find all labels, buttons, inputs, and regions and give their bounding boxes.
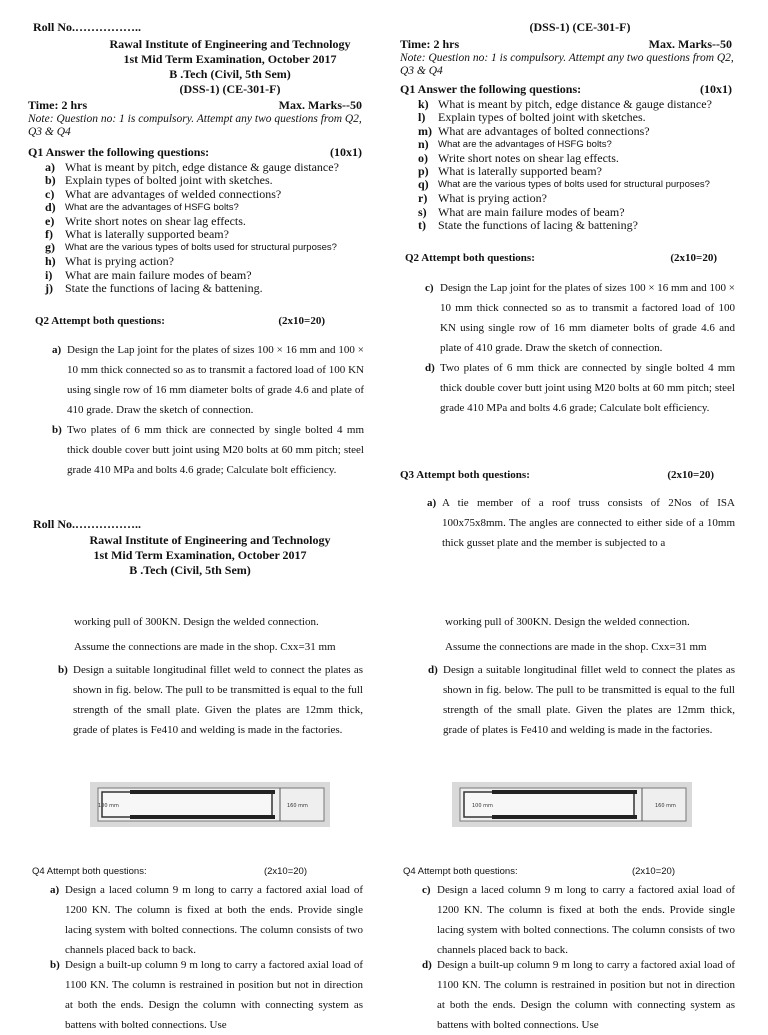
q2-title: Q2 Attempt both questions: <box>405 252 535 264</box>
q3-title: Q3 Attempt both questions: <box>400 469 530 481</box>
q1-item-marker: n) <box>418 136 429 151</box>
q1-item <box>45 282 375 296</box>
q-text: Design a laced column 9 m long to carry a factored axial load of 1200 KN. The column is fixed at both the ends. Provide single lacing system with bolted connections. The column consists of two channels placed back to back. <box>437 884 735 956</box>
q1-item-marker: m) <box>418 123 432 138</box>
q4-marks: (2x10=20) <box>263 866 307 877</box>
q-text: Design a built-up column 9 m long to carry a factored axial load of 1100 KN. The column is restrained in position but not in direction at both the ends. Design the column with connecting system as battens with bolted connections. Use <box>437 959 735 1031</box>
q1-item-marker: g) <box>45 240 55 255</box>
q1-item-text: What are the various types of bolts used for structural purposes? <box>65 242 337 254</box>
q4-c-right <box>422 880 735 960</box>
q1-item <box>45 201 375 215</box>
q-marker: b) <box>52 424 62 436</box>
q1-item-text: What are advantages of welded connections? <box>65 186 282 201</box>
q1-item-text: What is laterally supported beam? <box>438 164 602 179</box>
q1-item-marker: k) <box>418 96 429 111</box>
fig-left-dim: 100 mm <box>98 803 119 809</box>
q1-item <box>45 174 375 188</box>
q1-item <box>418 138 748 152</box>
q1-item-text: State the functions of lacing & battening? <box>438 218 638 233</box>
q1-list-right <box>418 97 748 232</box>
q-marker: a) <box>427 497 437 509</box>
q1-item-text: What is prying action? <box>438 191 547 206</box>
q1-item <box>418 205 748 219</box>
course-title-mid: B .Tech (Civil, 5th Sem) <box>129 563 251 577</box>
q1-item-text: What is meant by pitch, edge distance & gauge distance? <box>438 96 712 111</box>
q1-item-text: What are main failure modes of beam? <box>65 267 252 282</box>
q4-heading-left <box>32 866 307 877</box>
q1-marks: (10x1) <box>330 145 362 159</box>
q1-item-text: What are the advantages of HSFG bolts? <box>65 201 239 213</box>
q2-heading-right <box>405 252 717 264</box>
q1-item <box>45 228 375 242</box>
q4-b-left <box>50 955 363 1031</box>
q-marker: d) <box>425 362 435 374</box>
q1-item <box>418 111 748 125</box>
subject-code: (DSS-1) (CE-301-F) <box>179 82 281 96</box>
fillet-weld-figure-right <box>452 782 692 827</box>
q1-item-marker: h) <box>45 254 56 269</box>
q1-item <box>418 192 748 206</box>
q-marker: c) <box>425 282 434 294</box>
max-marks-label: Max. Marks--50 <box>648 37 732 51</box>
exam-title-mid: 1st Mid Term Examination, October 2017 <box>93 548 307 562</box>
exam-title: 1st Mid Term Examination, October 2017 <box>123 52 337 66</box>
q1-marks: (10x1) <box>700 82 732 96</box>
q1-item <box>45 214 375 228</box>
q2-marks: (2x10=20) <box>670 252 717 264</box>
institute-name-mid: Rawal Institute of Engineering and Technology <box>89 533 331 547</box>
q3-b-left <box>58 660 363 740</box>
q-marker: a) <box>50 884 60 896</box>
q-text: A tie member of a roof truss consists of 2Nos of ISA 100x75x8mm. The angles are connected to either side of a 10mm thick gusset plate and the member is subjected to a <box>442 497 735 549</box>
fillet-weld-figure-left <box>90 782 330 827</box>
institute-name: Rawal Institute of Engineering and Technology <box>109 37 351 51</box>
q1-item-marker: o) <box>418 150 428 165</box>
q1-heading <box>28 145 362 159</box>
q1-item-text: State the functions of lacing & battening. <box>65 281 263 296</box>
q2-title: Q2 Attempt both questions: <box>35 315 165 327</box>
q1-item-marker: p) <box>418 164 429 179</box>
q1-item <box>418 151 748 165</box>
q2-a-left <box>52 340 364 420</box>
q1-heading-right <box>400 82 732 96</box>
q1-item-marker: a) <box>45 159 55 174</box>
q-marker: d) <box>428 664 438 676</box>
q1-list-left <box>45 160 375 295</box>
q1-title: Q1 Answer the following questions: <box>400 82 582 96</box>
q1-item-marker: e) <box>45 213 55 228</box>
q1-item-text: What is meant by pitch, edge distance & gauge distance? <box>65 159 339 174</box>
q-text: Design a built-up column 9 m long to carry a factored axial load of 1100 KN. The column is restrained in position but not in direction at both the ends. Design the column with connecting system as battens with bolted connections. Use <box>65 959 363 1031</box>
q-marker: a) <box>52 344 62 356</box>
q1-item-marker: s) <box>418 204 427 219</box>
q1-item-text: Explain types of bolted joint with sketches. <box>65 173 273 188</box>
fig-right-dim: 160 mm <box>655 803 676 809</box>
q1-item <box>418 178 748 192</box>
q2-c-right <box>425 278 735 358</box>
fig-right-dim: 160 mm <box>287 803 308 809</box>
q1-item-marker: b) <box>45 173 56 188</box>
q1-item-text: What are the advantages of HSFG bolts? <box>438 138 612 150</box>
q1-item <box>45 187 375 201</box>
q3-d-right <box>428 660 735 740</box>
time-marks-row-right <box>400 37 732 51</box>
q4-heading-right <box>403 866 675 877</box>
q4-title: Q4 Attempt both questions: <box>403 866 518 877</box>
q2-d-right <box>425 358 735 418</box>
q3-cont-left-2: Assume the connections are made in the shop. Cxx=31 mm <box>74 641 336 653</box>
q-marker: b) <box>58 664 68 676</box>
max-marks-label: Max. Marks--50 <box>278 98 362 112</box>
q-marker: d) <box>422 959 432 971</box>
q4-d-right <box>422 955 735 1031</box>
q-text: Design the Lap joint for the plates of sizes 100 × 16 mm and 100 × 10 mm thick connected so as to transmit a factored load of 100 KN using single row of 16 mm diameter bolts of grade 4.6 and plate of 410 grade. Draw the sketch of connection. <box>440 282 735 354</box>
q1-item-text: Write short notes on shear lag effects. <box>438 150 619 165</box>
q-text: Design a suitable longitudinal fillet weld to connect the plates as shown in fig. below. The pull to be transmitted is equal to the full strength of the small plate. Given the plates are 12mm thick, grade of plates is Fe410 and welding is made in the factories. <box>73 664 363 736</box>
q1-item-text: What is laterally supported beam? <box>65 227 229 242</box>
q-marker: c) <box>422 884 431 896</box>
q1-item-text: What is prying action? <box>65 254 174 269</box>
q4-a-left <box>50 880 363 960</box>
q1-item <box>418 219 748 233</box>
time-label: Time: 2 hrs <box>400 37 460 51</box>
q-text: Design a laced column 9 m long to carry a factored axial load of 1200 KN. The column is fixed at both the ends. Provide single lacing system with bolted connections. The column consists of two channels placed back to back. <box>65 884 363 956</box>
q3-heading-right <box>400 469 714 481</box>
q1-item-marker: j) <box>45 281 53 296</box>
q1-item-marker: q) <box>418 177 429 192</box>
q3-cont-right-2: Assume the connections are made in the shop. Cxx=31 mm <box>445 641 707 653</box>
q3-cont-right-1: working pull of 300KN. Design the welded connection. <box>445 616 690 628</box>
q2-marks: (2x10=20) <box>278 315 325 327</box>
q1-item <box>418 97 748 111</box>
q1-item <box>45 241 375 255</box>
q1-item <box>45 255 375 269</box>
q1-item <box>418 165 748 179</box>
q1-item-text: Write short notes on shear lag effects. <box>65 213 246 228</box>
q4-title: Q4 Attempt both questions: <box>32 866 147 877</box>
q4-marks: (2x10=20) <box>631 866 675 877</box>
time-label: Time: 2 hrs <box>28 98 88 112</box>
fig-left-dim: 100 mm <box>472 803 493 809</box>
q-text: Design a suitable longitudinal fillet weld to connect the plates as shown in fig. below. The pull to be transmitted is equal to the full strength of the small plate. Given the plates are 12mm thick, grade of plates is Fe410 and welding is made in the factories. <box>443 664 735 736</box>
q3-cont-left-1: working pull of 300KN. Design the welded connection. <box>74 616 319 628</box>
exam-note-right: Note: Question no: 1 is compulsory. Attempt any two questions from Q2, Q3 & Q4 <box>400 52 734 77</box>
q1-item-text: What are the various types of bolts used for structural purposes? <box>438 179 710 191</box>
q-text: Two plates of 6 mm thick are connected by single bolted 4 mm thick double cover butt joint using M20 bolts at 60 mm pitch; steel grade 410 MPa and bolts 4.6 grade; Calculate bolt efficiency. <box>67 424 364 476</box>
time-marks-row <box>28 98 362 112</box>
q3-marks: (2x10=20) <box>667 469 714 481</box>
q1-item <box>45 268 375 282</box>
roll-no-top-left: Roll No.…………….. <box>33 20 141 34</box>
q3-a-right <box>427 493 735 553</box>
q2-heading-left <box>35 315 325 327</box>
roll-no-mid-left: Roll No.…………….. <box>33 517 141 531</box>
course-title: B .Tech (Civil, 5th Sem) <box>169 67 291 81</box>
q1-item-marker: d) <box>45 199 56 214</box>
q2-b-left <box>52 420 364 480</box>
q-marker: b) <box>50 959 60 971</box>
q1-item-marker: f) <box>45 227 53 242</box>
q1-item-marker: l) <box>418 110 426 125</box>
q1-item-marker: i) <box>45 267 53 282</box>
q1-item-text: What are advantages of bolted connections? <box>438 123 650 138</box>
q1-item-marker: t) <box>418 218 426 233</box>
q1-item-marker: r) <box>418 191 428 206</box>
q1-item <box>418 124 748 138</box>
q1-item <box>45 160 375 174</box>
q-text: Design the Lap joint for the plates of sizes 100 × 16 mm and 100 × 10 mm thick connected so as to transmit a factored load of 100 KN using single row of 16 mm diameter bolts of grade 4.6 and plate of 410 grade. Draw the sketch of connection. <box>67 344 364 416</box>
exam-note: Note: Question no: 1 is compulsory. Attempt any two questions from Q2, Q3 & Q4 <box>28 113 362 138</box>
q1-title: Q1 Answer the following questions: <box>28 145 210 159</box>
q1-item-text: What are main failure modes of beam? <box>438 204 625 219</box>
q1-item-text: Explain types of bolted joint with sketches. <box>438 110 646 125</box>
subject-code-right: (DSS-1) (CE-301-F) <box>529 20 631 34</box>
q-text: Two plates of 6 mm thick are connected by single bolted 4 mm thick double cover butt joint using M20 bolts at 60 mm pitch; steel grade 410 MPa and bolts 4.6 grade; Calculate bolt efficiency. <box>440 362 735 414</box>
q1-item-marker: c) <box>45 186 55 201</box>
